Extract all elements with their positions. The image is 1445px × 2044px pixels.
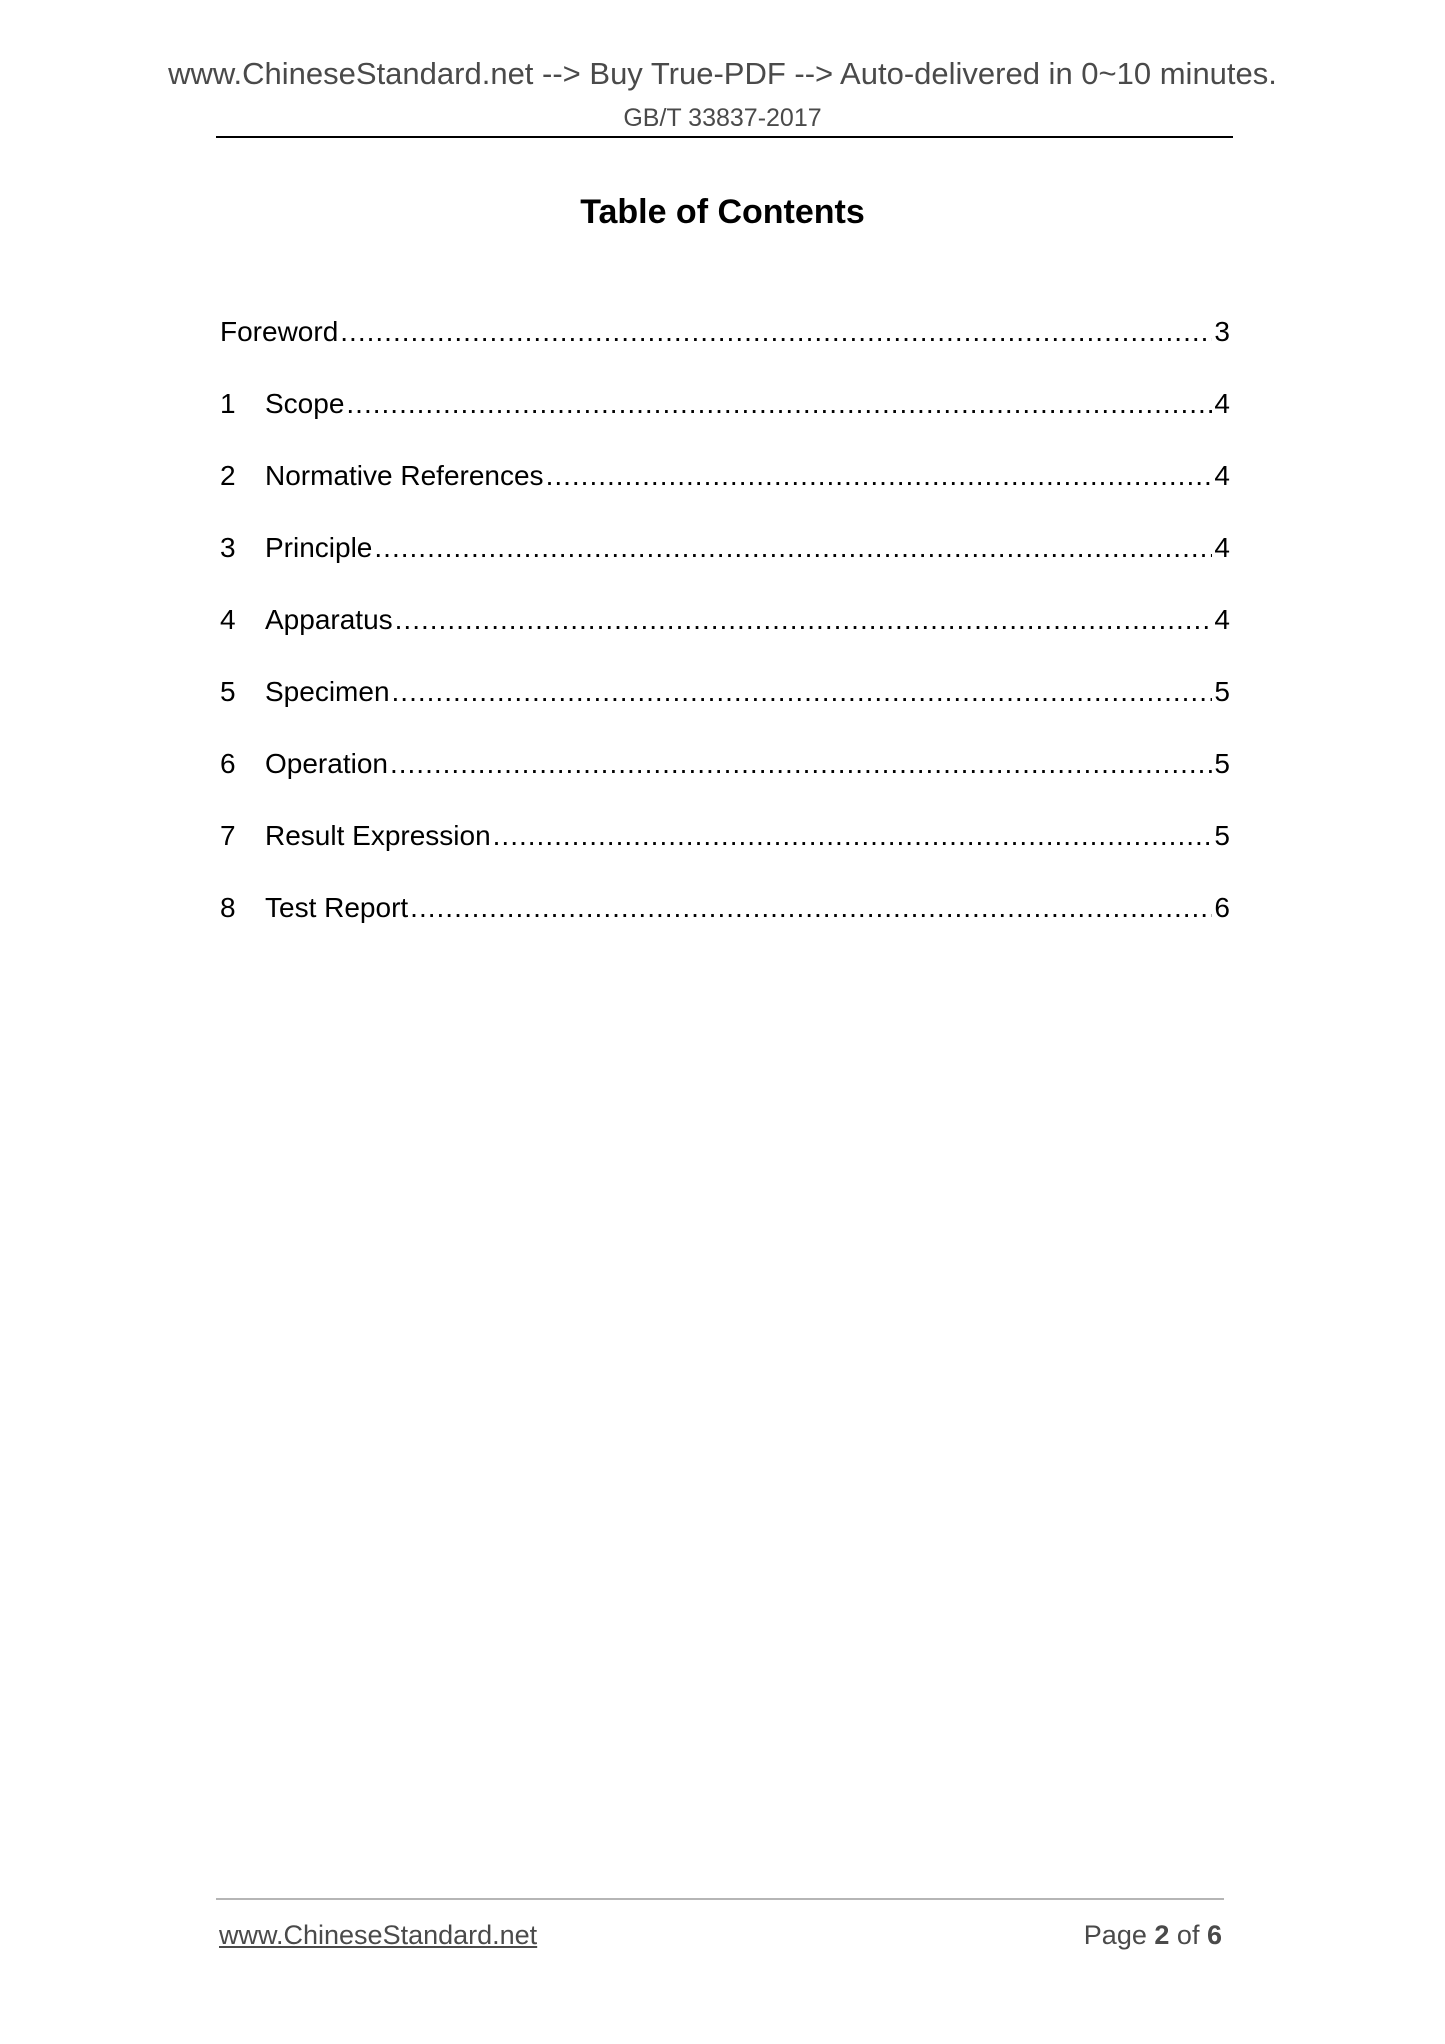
- toc-entry-page: 4: [1214, 460, 1230, 491]
- toc-entry-apparatus[interactable]: [220, 602, 1230, 674]
- header-divider: [216, 136, 1233, 138]
- toc-entry-number: 1: [220, 388, 236, 419]
- toc-leader-dots: [346, 386, 1212, 422]
- toc-entry-text: Specimen: [265, 676, 390, 707]
- toc-entry-number: 6: [220, 748, 236, 779]
- toc-entry-text: Test Report: [265, 892, 409, 923]
- toc-entry-text: Scope: [265, 388, 345, 419]
- toc-entry-result-expression[interactable]: [220, 818, 1230, 890]
- toc-entry-text: Principle: [265, 532, 373, 563]
- toc-title: Table of Contents: [580, 193, 865, 231]
- toc-leader-dots: [546, 458, 1213, 494]
- toc-entry-page: 4: [1214, 604, 1230, 635]
- toc-leader-dots: [392, 674, 1213, 710]
- toc-entry-text: Normative References: [265, 460, 544, 491]
- toc-entry-page: 6: [1214, 892, 1230, 923]
- toc-leader-dots: [390, 746, 1212, 782]
- footer-divider: [216, 1898, 1224, 1900]
- toc-entry-normative-references[interactable]: [220, 458, 1230, 530]
- toc-list: [220, 314, 1230, 962]
- toc-entry-number: 7: [220, 820, 236, 851]
- toc-entry-page: 5: [1214, 748, 1230, 779]
- toc-leader-dots: [374, 530, 1212, 566]
- toc-leader-dots: [493, 818, 1213, 854]
- toc-entry-number: 8: [220, 892, 236, 923]
- toc-entry-text: Foreword: [220, 316, 339, 347]
- toc-entry-test-report[interactable]: [220, 890, 1230, 962]
- toc-entry-page: 4: [1214, 388, 1230, 419]
- toc-leader-dots: [395, 602, 1213, 638]
- toc-leader-dots: [340, 314, 1212, 350]
- toc-entry-number: 4: [220, 604, 236, 635]
- page-indicator: [1084, 1918, 1222, 1952]
- page-current: 2: [1154, 1920, 1170, 1950]
- toc-entry-page: 3: [1214, 316, 1230, 347]
- toc-entry-number: 5: [220, 676, 236, 707]
- toc-entry-text: Result Expression: [265, 820, 491, 851]
- toc-entry-specimen[interactable]: [220, 674, 1230, 746]
- toc-entry-number: 2: [220, 460, 236, 491]
- standard-code: GB/T 33837-2017: [623, 104, 822, 132]
- toc-entry-number: 3: [220, 532, 236, 563]
- toc-entry-text: Operation: [265, 748, 388, 779]
- toc-entry-operation[interactable]: [220, 746, 1230, 818]
- toc-entry-text: Apparatus: [265, 604, 393, 635]
- page-prefix: Page: [1083, 1920, 1147, 1950]
- toc-entry-page: 5: [1214, 820, 1230, 851]
- toc-entry-page: 4: [1214, 532, 1230, 563]
- toc-entry-page: 5: [1214, 676, 1230, 707]
- toc-entry-scope[interactable]: [220, 386, 1230, 458]
- header-banner: www.ChineseStandard.net --> Buy True-PDF --> Auto-delivered in 0~10 minutes.: [168, 56, 1277, 91]
- toc-entry-foreword[interactable]: [220, 314, 1230, 386]
- toc-entry-principle[interactable]: [220, 530, 1230, 602]
- footer-website-link[interactable]: www.ChineseStandard.net: [219, 1920, 538, 1950]
- page-of: of: [1176, 1920, 1200, 1950]
- toc-leader-dots: [410, 890, 1212, 926]
- page-total: 6: [1206, 1920, 1222, 1950]
